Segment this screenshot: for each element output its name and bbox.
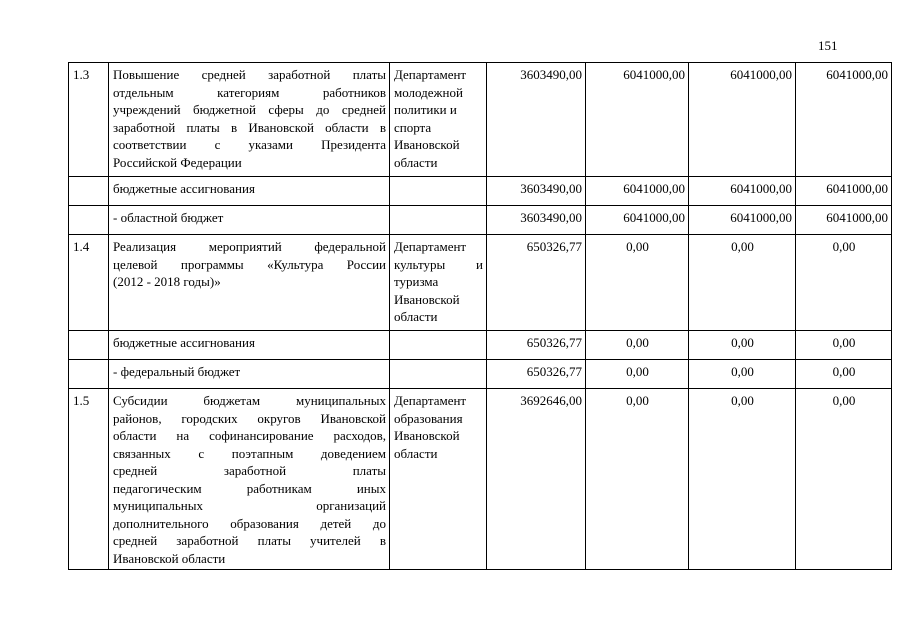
amount-cell: 0,00 [689,389,796,570]
row-number [69,177,109,206]
row-number [69,331,109,360]
activity-description [109,63,390,177]
department-line: Ивановской [394,428,460,443]
activity-description [109,389,390,570]
description-line: Ивановской области [113,550,226,566]
description-line: муниципальных организаций [113,498,386,513]
description-line: соответствии с указами Президента [113,137,386,152]
activity-description: - федеральный бюджет [109,360,390,389]
amount-cell: 6041000,00 [586,206,689,235]
responsible-department [390,360,487,389]
description-line: отдельным категориям работников [113,84,386,100]
responsible-department [390,177,487,206]
amount-cell: 6041000,00 [689,63,796,177]
amount-cell: 0,00 [796,389,892,570]
amount-cell: 3603490,00 [487,63,586,177]
activity-description: - областной бюджет [109,206,390,235]
description-line: связанных с поэтапным доведением [113,445,386,461]
amount-cell: 6041000,00 [796,63,892,177]
row-number: 1.3 [69,63,109,177]
amount-cell: 0,00 [796,331,892,360]
table-row [69,360,892,389]
responsible-department [390,206,487,235]
table-row [69,235,892,331]
department-line: Департамент [394,393,467,408]
amount-cell: 3603490,00 [487,177,586,206]
description-line: средней заработной платы учителей в [113,533,386,548]
amount-cell: 0,00 [796,235,892,331]
responsible-department [390,389,487,570]
amount-cell: 0,00 [586,389,689,570]
amount-cell: 6041000,00 [586,63,689,177]
amount-cell: 0,00 [689,235,796,331]
amount-cell: 0,00 [586,331,689,360]
department-line: туризма [394,274,439,289]
amount-cell: 6041000,00 [586,177,689,206]
row-number [69,206,109,235]
description-line: области на софинансирование расходов, [113,428,386,443]
amount-cell: 650326,77 [487,235,586,331]
amount-cell: 0,00 [689,331,796,360]
department-line: Ивановской [394,291,460,307]
amount-cell: 3603490,00 [487,206,586,235]
department-line: образования [394,410,463,426]
amount-cell: 6041000,00 [796,206,892,235]
department-line: политики и [394,102,457,117]
description-line: педагогическим работникам иных [113,480,386,496]
amount-cell: 0,00 [689,360,796,389]
description-line: районов, городских округов Ивановской [113,410,386,426]
table-row [69,206,892,235]
amount-cell: 0,00 [586,360,689,389]
amount-cell: 650326,77 [487,360,586,389]
budget-table [68,62,892,570]
description-line: средней заработной платы [113,463,386,478]
description-line: дополнительного образования детей до [113,515,386,531]
amount-cell: 0,00 [586,235,689,331]
department-line: области [394,445,438,461]
description-line: целевой программы «Культура России [113,256,386,272]
description-line: (2012 - 2018 годы)» [113,274,221,289]
activity-description [109,235,390,331]
department-line: культуры и [394,256,483,272]
responsible-department [390,235,487,331]
table-row [69,63,892,177]
activity-description: бюджетные ассигнования [109,331,390,360]
activity-description: бюджетные ассигнования [109,177,390,206]
amount-cell: 6041000,00 [796,177,892,206]
amount-cell: 0,00 [796,360,892,389]
page-number: 151 [818,38,838,53]
amount-cell: 6041000,00 [689,206,796,235]
department-line: спорта [394,119,432,135]
department-line: молодежной [394,84,463,100]
description-line: Реализация мероприятий федеральной [113,239,386,254]
department-line: области [394,309,438,324]
description-line: Российской Федерации [113,154,242,170]
responsible-department [390,63,487,177]
amount-cell: 3692646,00 [487,389,586,570]
amount-cell: 6041000,00 [689,177,796,206]
row-number: 1.5 [69,389,109,570]
row-number [69,360,109,389]
department-line: области [394,154,438,170]
department-line: Ивановской [394,137,460,152]
description-line: Повышение средней заработной платы [113,67,386,82]
description-line: Субсидии бюджетам муниципальных [113,393,386,408]
responsible-department [390,331,487,360]
table-row [69,177,892,206]
table-row [69,389,892,570]
department-line: Департамент [394,67,467,82]
description-line: заработной платы в Ивановской области в [113,119,386,135]
row-number: 1.4 [69,235,109,331]
department-line: Департамент [394,239,467,254]
description-line: учреждений бюджетной сферы до средней [113,102,386,117]
amount-cell: 650326,77 [487,331,586,360]
table-row [69,331,892,360]
